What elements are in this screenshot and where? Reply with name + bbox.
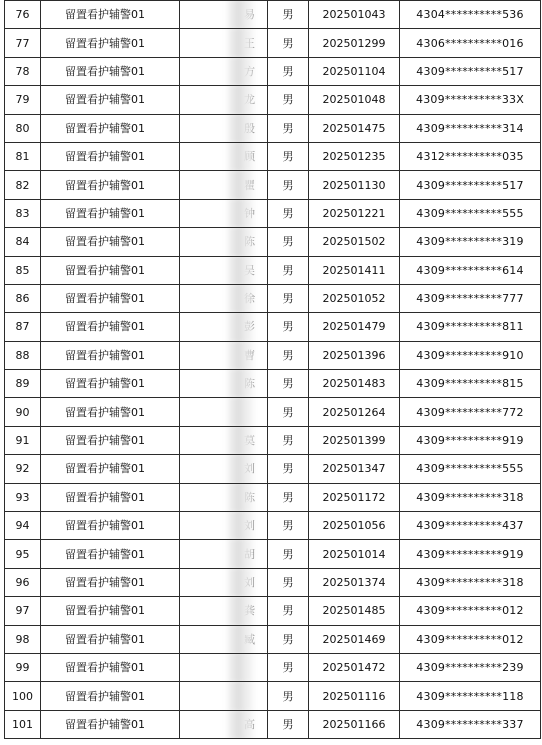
position-cell: 留置看护辅警01	[41, 710, 180, 738]
position-cell: 留置看护辅警01	[41, 568, 180, 596]
redaction-blur	[227, 710, 255, 738]
row-index-cell: 77	[5, 29, 41, 57]
position-cell: 留置看护辅警01	[41, 426, 180, 454]
position-cell: 留置看护辅警01	[41, 86, 180, 114]
name-cell	[180, 313, 268, 341]
name-cell	[180, 710, 268, 738]
position-cell: 留置看护辅警01	[41, 540, 180, 568]
row-index-cell: 99	[5, 653, 41, 681]
table-row	[5, 86, 541, 114]
id-number-cell: 4309**********314	[400, 114, 541, 142]
name-cell	[180, 256, 268, 284]
table-row	[5, 142, 541, 170]
row-index-cell: 91	[5, 426, 41, 454]
name-cell	[180, 142, 268, 170]
exam-number-cell: 202501235	[309, 142, 400, 170]
exam-number-cell: 202501475	[309, 114, 400, 142]
position-cell: 留置看护辅警01	[41, 370, 180, 398]
position-cell: 留置看护辅警01	[41, 1, 180, 29]
row-index-cell: 100	[5, 682, 41, 710]
table-row	[5, 57, 541, 85]
position-cell: 留置看护辅警01	[41, 512, 180, 540]
table-row	[5, 540, 541, 568]
name-cell	[180, 57, 268, 85]
row-index-cell: 82	[5, 171, 41, 199]
name-cell	[180, 341, 268, 369]
exam-number-cell: 202501399	[309, 426, 400, 454]
exam-number-cell: 202501048	[309, 86, 400, 114]
exam-number-cell: 202501411	[309, 256, 400, 284]
exam-number-cell: 202501056	[309, 512, 400, 540]
redaction-blur	[227, 426, 255, 454]
name-cell	[180, 284, 268, 312]
sex-cell: 男	[268, 199, 309, 227]
sex-cell: 男	[268, 398, 309, 426]
row-index-cell: 90	[5, 398, 41, 426]
table-row	[5, 114, 541, 142]
id-number-cell: 4309**********919	[400, 540, 541, 568]
position-cell: 留置看护辅警01	[41, 455, 180, 483]
id-number-cell: 4309**********777	[400, 284, 541, 312]
redaction-blur	[227, 284, 255, 312]
row-index-cell: 94	[5, 512, 41, 540]
position-cell: 留置看护辅警01	[41, 256, 180, 284]
row-index-cell: 85	[5, 256, 41, 284]
exam-number-cell: 202501485	[309, 597, 400, 625]
id-number-cell: 4309**********517	[400, 171, 541, 199]
position-cell: 留置看护辅警01	[41, 398, 180, 426]
redaction-blur	[227, 142, 255, 170]
row-index-cell: 76	[5, 1, 41, 29]
redaction-blur	[227, 682, 255, 710]
redaction-blur	[227, 256, 255, 284]
sex-cell: 男	[268, 313, 309, 341]
sex-cell: 男	[268, 57, 309, 85]
id-number-cell: 4309**********919	[400, 426, 541, 454]
name-cell	[180, 228, 268, 256]
exam-number-cell: 202501472	[309, 653, 400, 681]
sex-cell: 男	[268, 370, 309, 398]
position-cell: 留置看护辅警01	[41, 483, 180, 511]
table-row	[5, 653, 541, 681]
id-number-cell: 4309**********012	[400, 625, 541, 653]
row-index-cell: 89	[5, 370, 41, 398]
redaction-blur	[227, 341, 255, 369]
position-cell: 留置看护辅警01	[41, 682, 180, 710]
name-cell	[180, 1, 268, 29]
sex-cell: 男	[268, 597, 309, 625]
sex-cell: 男	[268, 455, 309, 483]
position-cell: 留置看护辅警01	[41, 29, 180, 57]
row-index-cell: 87	[5, 313, 41, 341]
table-row	[5, 199, 541, 227]
exam-number-cell: 202501479	[309, 313, 400, 341]
table-row	[5, 682, 541, 710]
exam-number-cell: 202501104	[309, 57, 400, 85]
sex-cell: 男	[268, 710, 309, 738]
table-row	[5, 256, 541, 284]
id-number-cell: 4309**********33X	[400, 86, 541, 114]
name-cell	[180, 540, 268, 568]
name-cell	[180, 512, 268, 540]
exam-number-cell: 202501052	[309, 284, 400, 312]
name-cell	[180, 171, 268, 199]
position-cell: 留置看护辅警01	[41, 199, 180, 227]
row-index-cell: 84	[5, 228, 41, 256]
roster-sheet	[4, 0, 540, 739]
id-number-cell: 4309**********012	[400, 597, 541, 625]
id-number-cell: 4309**********811	[400, 313, 541, 341]
sex-cell: 男	[268, 512, 309, 540]
sex-cell: 男	[268, 682, 309, 710]
position-cell: 留置看护辅警01	[41, 341, 180, 369]
id-number-cell: 4312**********035	[400, 142, 541, 170]
id-number-cell: 4309**********555	[400, 455, 541, 483]
sex-cell: 男	[268, 341, 309, 369]
redaction-blur	[227, 568, 255, 596]
redaction-blur	[227, 653, 255, 681]
id-number-cell: 4309**********772	[400, 398, 541, 426]
sex-cell: 男	[268, 1, 309, 29]
sex-cell: 男	[268, 86, 309, 114]
row-index-cell: 92	[5, 455, 41, 483]
redaction-blur	[227, 86, 255, 114]
sex-cell: 男	[268, 256, 309, 284]
sex-cell: 男	[268, 653, 309, 681]
row-index-cell: 96	[5, 568, 41, 596]
redaction-blur	[227, 199, 255, 227]
table-row	[5, 568, 541, 596]
sex-cell: 男	[268, 29, 309, 57]
exam-number-cell: 202501116	[309, 682, 400, 710]
row-index-cell: 80	[5, 114, 41, 142]
id-number-cell: 4309**********337	[400, 710, 541, 738]
row-index-cell: 88	[5, 341, 41, 369]
table-row	[5, 483, 541, 511]
exam-number-cell: 202501469	[309, 625, 400, 653]
id-number-cell: 4309**********614	[400, 256, 541, 284]
redaction-blur	[227, 398, 255, 426]
redaction-blur	[227, 625, 255, 653]
redaction-blur	[227, 313, 255, 341]
row-index-cell: 95	[5, 540, 41, 568]
exam-number-cell: 202501130	[309, 171, 400, 199]
redaction-blur	[227, 114, 255, 142]
id-number-cell: 4309**********318	[400, 483, 541, 511]
redaction-blur	[227, 597, 255, 625]
table-row	[5, 597, 541, 625]
name-cell	[180, 398, 268, 426]
redaction-blur	[227, 455, 255, 483]
id-number-cell: 4309**********910	[400, 341, 541, 369]
position-cell: 留置看护辅警01	[41, 142, 180, 170]
name-cell	[180, 483, 268, 511]
sex-cell: 男	[268, 540, 309, 568]
table-row	[5, 426, 541, 454]
name-cell	[180, 597, 268, 625]
table-row	[5, 710, 541, 738]
redaction-blur	[227, 1, 255, 29]
row-index-cell: 79	[5, 86, 41, 114]
table-row	[5, 284, 541, 312]
row-index-cell: 98	[5, 625, 41, 653]
name-cell	[180, 682, 268, 710]
row-index-cell: 81	[5, 142, 41, 170]
name-cell	[180, 426, 268, 454]
id-number-cell: 4309**********517	[400, 57, 541, 85]
id-number-cell: 4309**********318	[400, 568, 541, 596]
exam-number-cell: 202501299	[309, 29, 400, 57]
table-row	[5, 398, 541, 426]
row-index-cell: 101	[5, 710, 41, 738]
id-number-cell: 4309**********815	[400, 370, 541, 398]
name-cell	[180, 455, 268, 483]
name-cell	[180, 114, 268, 142]
position-cell: 留置看护辅警01	[41, 284, 180, 312]
position-cell: 留置看护辅警01	[41, 313, 180, 341]
position-cell: 留置看护辅警01	[41, 171, 180, 199]
roster-table-body	[5, 1, 541, 739]
sex-cell: 男	[268, 568, 309, 596]
sex-cell: 男	[268, 171, 309, 199]
redaction-blur	[227, 171, 255, 199]
sex-cell: 男	[268, 142, 309, 170]
exam-number-cell: 202501172	[309, 483, 400, 511]
name-cell	[180, 199, 268, 227]
id-number-cell: 4309**********437	[400, 512, 541, 540]
position-cell: 留置看护辅警01	[41, 653, 180, 681]
row-index-cell: 78	[5, 57, 41, 85]
id-number-cell: 4309**********118	[400, 682, 541, 710]
name-cell	[180, 370, 268, 398]
table-row	[5, 455, 541, 483]
position-cell: 留置看护辅警01	[41, 228, 180, 256]
sex-cell: 男	[268, 228, 309, 256]
sex-cell: 男	[268, 483, 309, 511]
row-index-cell: 86	[5, 284, 41, 312]
name-cell	[180, 86, 268, 114]
name-cell	[180, 29, 268, 57]
exam-number-cell: 202501043	[309, 1, 400, 29]
id-number-cell: 4309**********555	[400, 199, 541, 227]
redaction-blur	[227, 483, 255, 511]
exam-number-cell: 202501502	[309, 228, 400, 256]
table-row	[5, 512, 541, 540]
exam-number-cell: 202501347	[309, 455, 400, 483]
position-cell: 留置看护辅警01	[41, 625, 180, 653]
table-row	[5, 1, 541, 29]
redaction-blur	[227, 540, 255, 568]
exam-number-cell: 202501166	[309, 710, 400, 738]
name-cell	[180, 568, 268, 596]
position-cell: 留置看护辅警01	[41, 597, 180, 625]
sex-cell: 男	[268, 625, 309, 653]
position-cell: 留置看护辅警01	[41, 57, 180, 85]
name-cell	[180, 625, 268, 653]
redaction-blur	[227, 57, 255, 85]
id-number-cell: 4304**********536	[400, 1, 541, 29]
exam-number-cell: 202501221	[309, 199, 400, 227]
name-cell	[180, 653, 268, 681]
id-number-cell: 4306**********016	[400, 29, 541, 57]
row-index-cell: 83	[5, 199, 41, 227]
redaction-blur	[227, 370, 255, 398]
exam-number-cell: 202501483	[309, 370, 400, 398]
position-cell: 留置看护辅警01	[41, 114, 180, 142]
sex-cell: 男	[268, 426, 309, 454]
row-index-cell: 93	[5, 483, 41, 511]
table-row	[5, 625, 541, 653]
roster-table	[4, 0, 541, 739]
sex-cell: 男	[268, 114, 309, 142]
sex-cell: 男	[268, 284, 309, 312]
exam-number-cell: 202501396	[309, 341, 400, 369]
exam-number-cell: 202501264	[309, 398, 400, 426]
table-row	[5, 228, 541, 256]
id-number-cell: 4309**********319	[400, 228, 541, 256]
table-row	[5, 370, 541, 398]
id-number-cell: 4309**********239	[400, 653, 541, 681]
table-row	[5, 313, 541, 341]
redaction-blur	[227, 512, 255, 540]
table-row	[5, 29, 541, 57]
table-row	[5, 341, 541, 369]
redaction-blur	[227, 29, 255, 57]
row-index-cell: 97	[5, 597, 41, 625]
table-row	[5, 171, 541, 199]
exam-number-cell: 202501374	[309, 568, 400, 596]
redaction-blur	[227, 228, 255, 256]
exam-number-cell: 202501014	[309, 540, 400, 568]
